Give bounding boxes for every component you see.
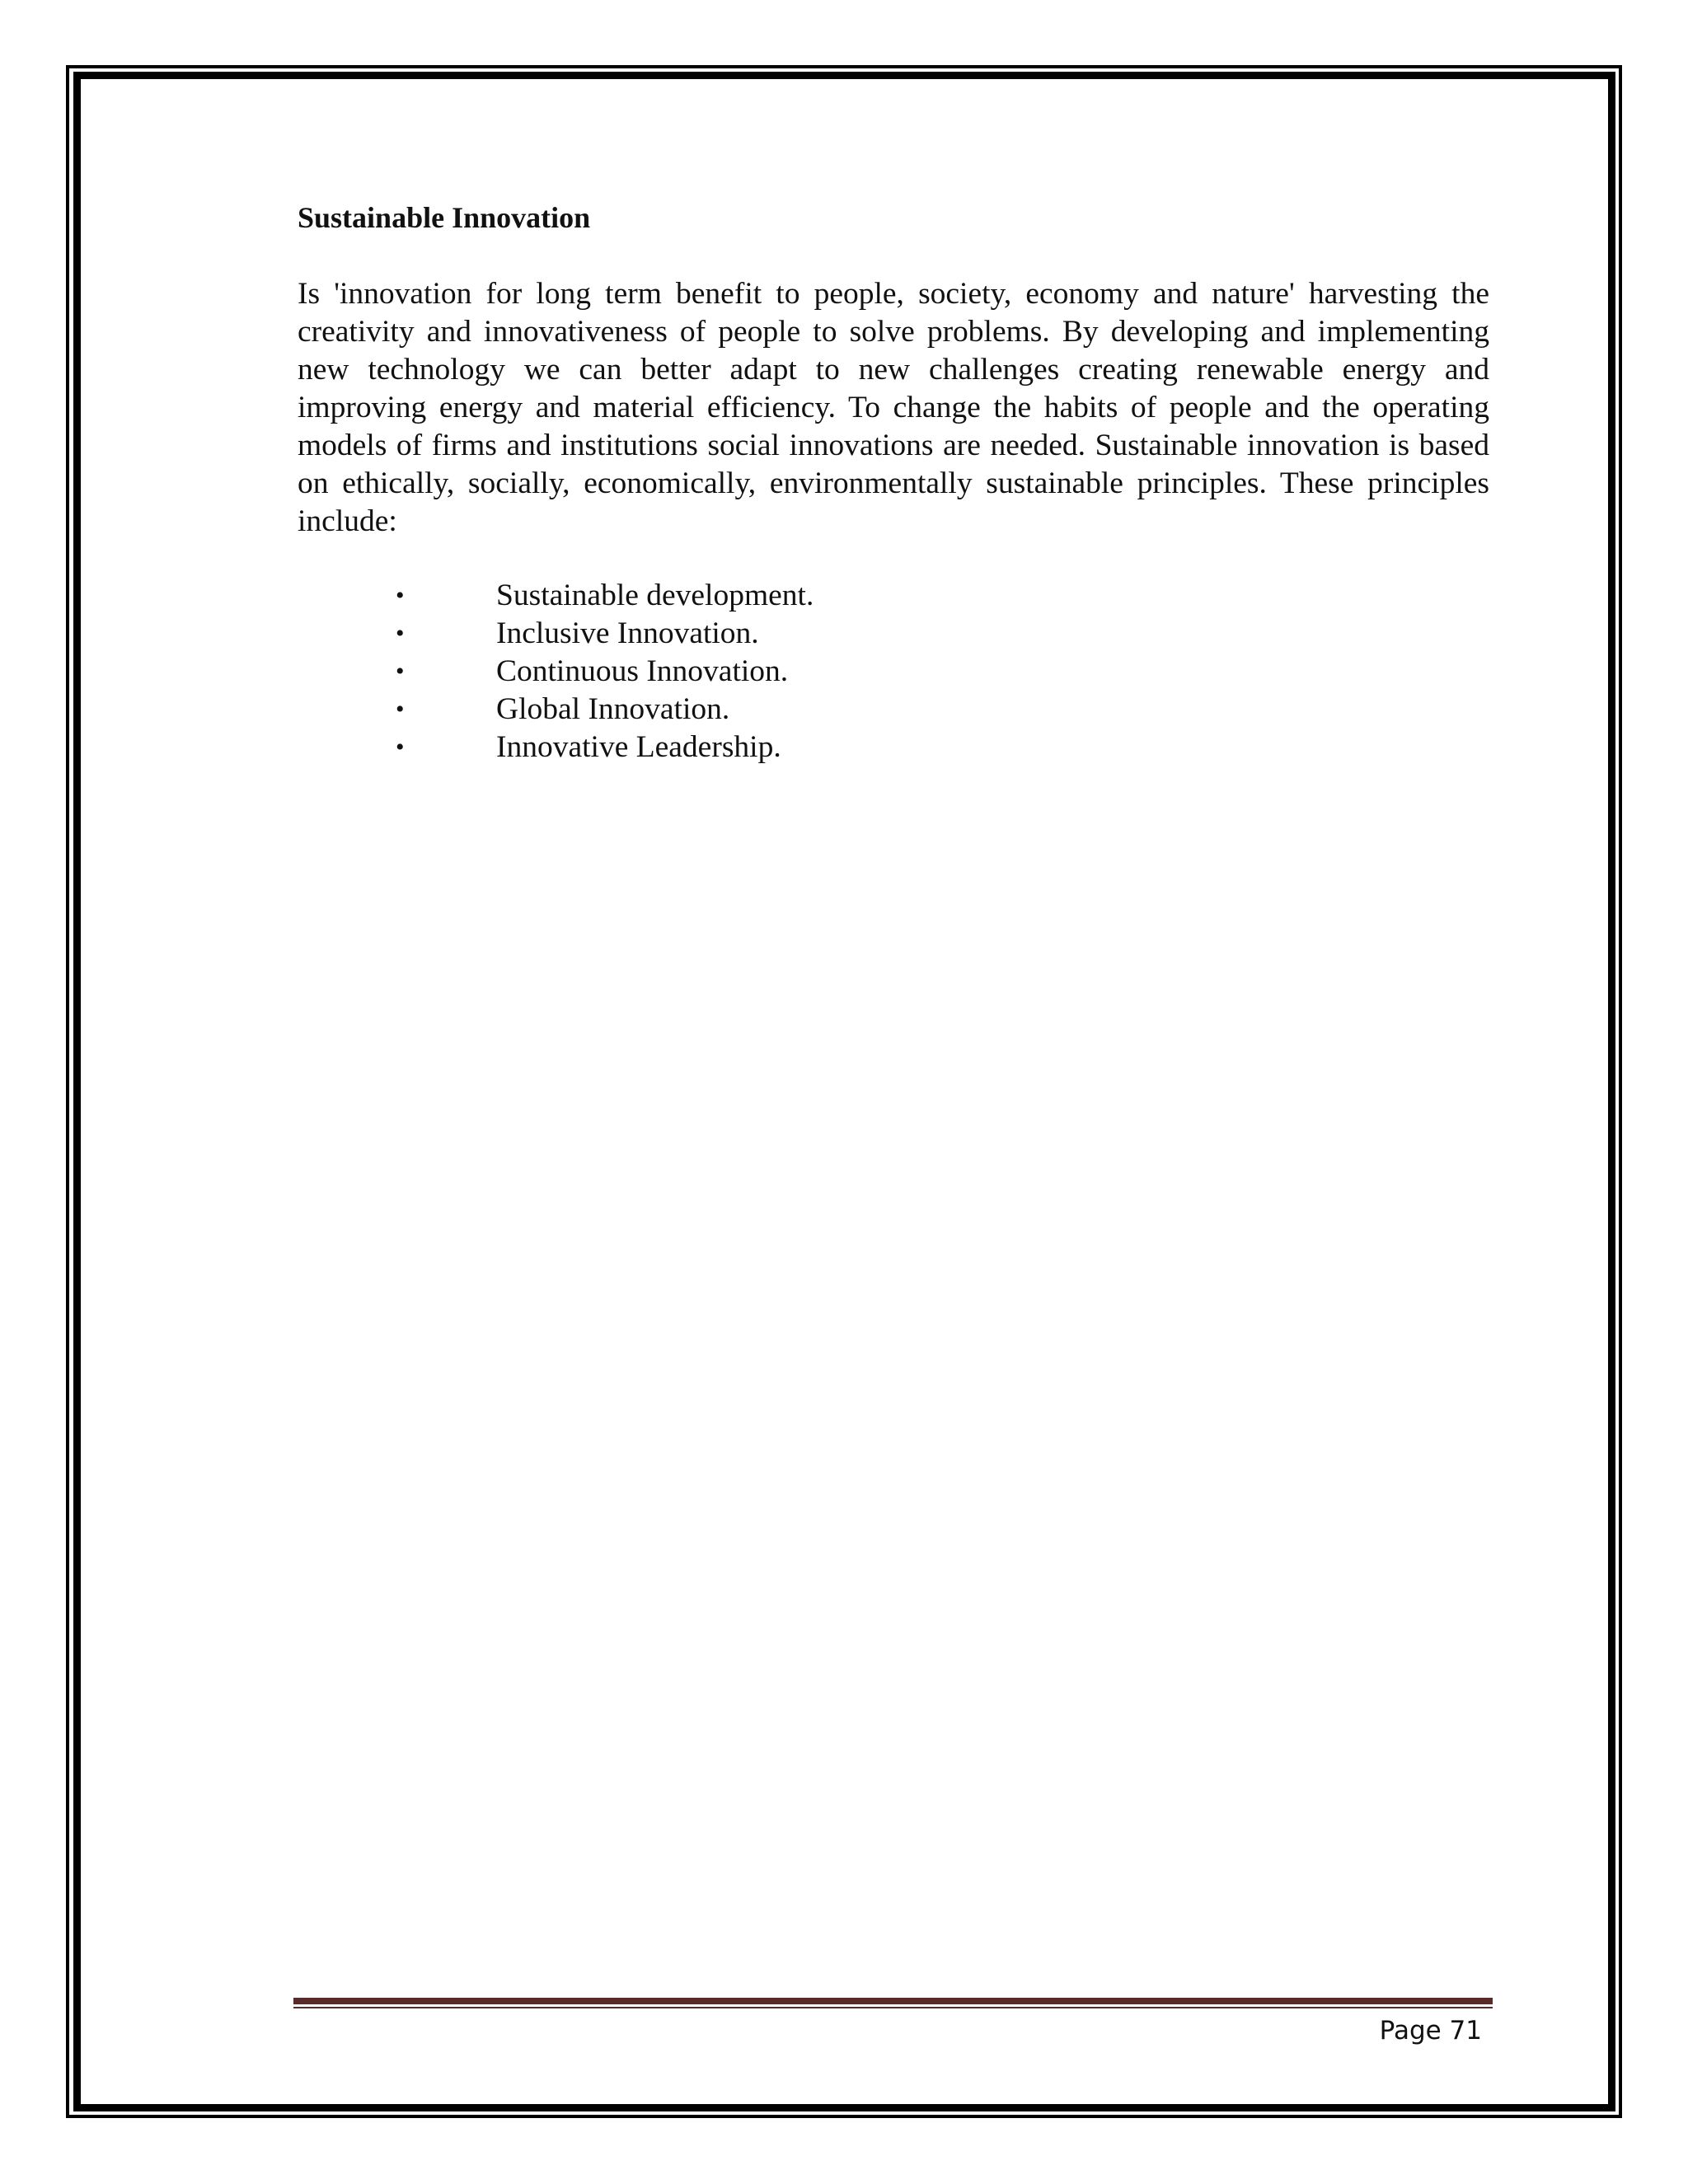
bullet-icon: • (396, 620, 405, 647)
list-item-text: Inclusive Innovation. (496, 616, 759, 650)
body-paragraph: Is 'innovation for long term benefit to people, society, economy and nature' harvesting the creativity and innovativeness of people to solve problems. By developing and implementing new technology we can better adapt to new challenges creating renewable energy and improving energy and material efficiency. To change the habits of people and the operating models of firms and institutions social innovations are needed. Sustainable innovation is based on ethically, socially, economically, environmentally sustainable principles. These principles include: (298, 277, 1489, 538)
footer-rule-thin (293, 2007, 1493, 2008)
list-item-text: Global Innovation. (496, 692, 730, 726)
list-item (0, 653, 1154, 691)
footer-rule-thick (293, 1998, 1493, 2004)
list-item (0, 577, 1154, 615)
bullet-icon: • (396, 733, 405, 761)
list-item-text: Innovative Leadership. (496, 730, 781, 764)
bullet-icon: • (396, 582, 405, 609)
bullet-icon: • (396, 696, 405, 723)
list-item (0, 729, 1154, 766)
list-item (0, 615, 1154, 653)
section-heading: Sustainable Innovation (298, 201, 591, 234)
list-item (0, 691, 1154, 729)
bullet-icon: • (396, 658, 405, 685)
list-item-text: Continuous Innovation. (496, 654, 789, 688)
list-item-text: Sustainable development. (496, 579, 814, 612)
page-number: Page 71 (1379, 2016, 1482, 2046)
